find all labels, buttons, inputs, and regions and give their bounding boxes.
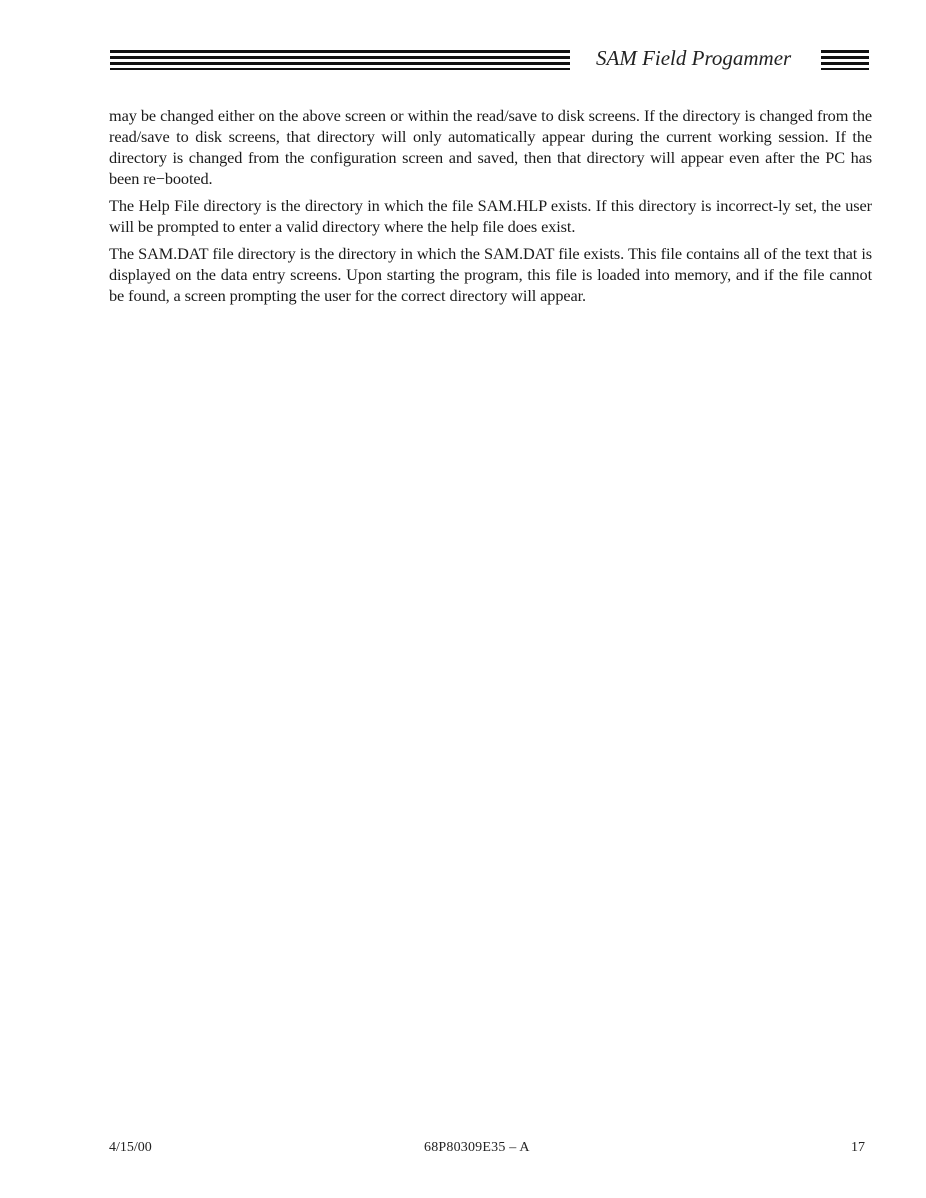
header-rule-line: [821, 56, 869, 59]
page-header: [0, 0, 926, 80]
footer-date: 4/15/00: [109, 1140, 152, 1155]
header-rule-line: [110, 62, 570, 65]
paragraph-directory-change: may be changed either on the above screen or within the read/save to disk screens. If the directory is changed from the read/save to disk screens, that directory will only automatically appear during the current working session. If the directory is changed from the configuration screen and saved, then that directory will appear even after the PC has been re−booted.: [109, 106, 872, 188]
header-rule-line: [110, 50, 570, 53]
header-rule-line: [821, 62, 869, 65]
header-rule-line: [110, 56, 570, 59]
header-rule-line: [821, 50, 869, 53]
header-rule-line: [821, 68, 869, 70]
header-rule-right: [821, 48, 869, 70]
page-footer: [0, 1140, 926, 1164]
footer-document-number: 68P80309E35 – A: [424, 1140, 530, 1155]
page-number: 17: [851, 1140, 865, 1155]
header-rule-left: [110, 48, 570, 70]
paragraph-help-file-directory: The Help File directory is the directory in which the file SAM.HLP exists. If this directory is incorrect-ly set, the user will be prompted to enter a valid directory where the help file does exist.: [109, 196, 872, 236]
header-title: SAM Field Progammer: [596, 46, 792, 70]
body-text: [109, 105, 872, 312]
paragraph-sam-dat-directory: The SAM.DAT file directory is the directory in which the SAM.DAT file exists. This file contains all of the text that is displayed on the data entry screens. Upon starting the program, this file is loaded into memory, and if the file cannot be found, a screen prompting the user for the correct directory will appear.: [109, 244, 872, 305]
header-rule-line: [110, 68, 570, 70]
